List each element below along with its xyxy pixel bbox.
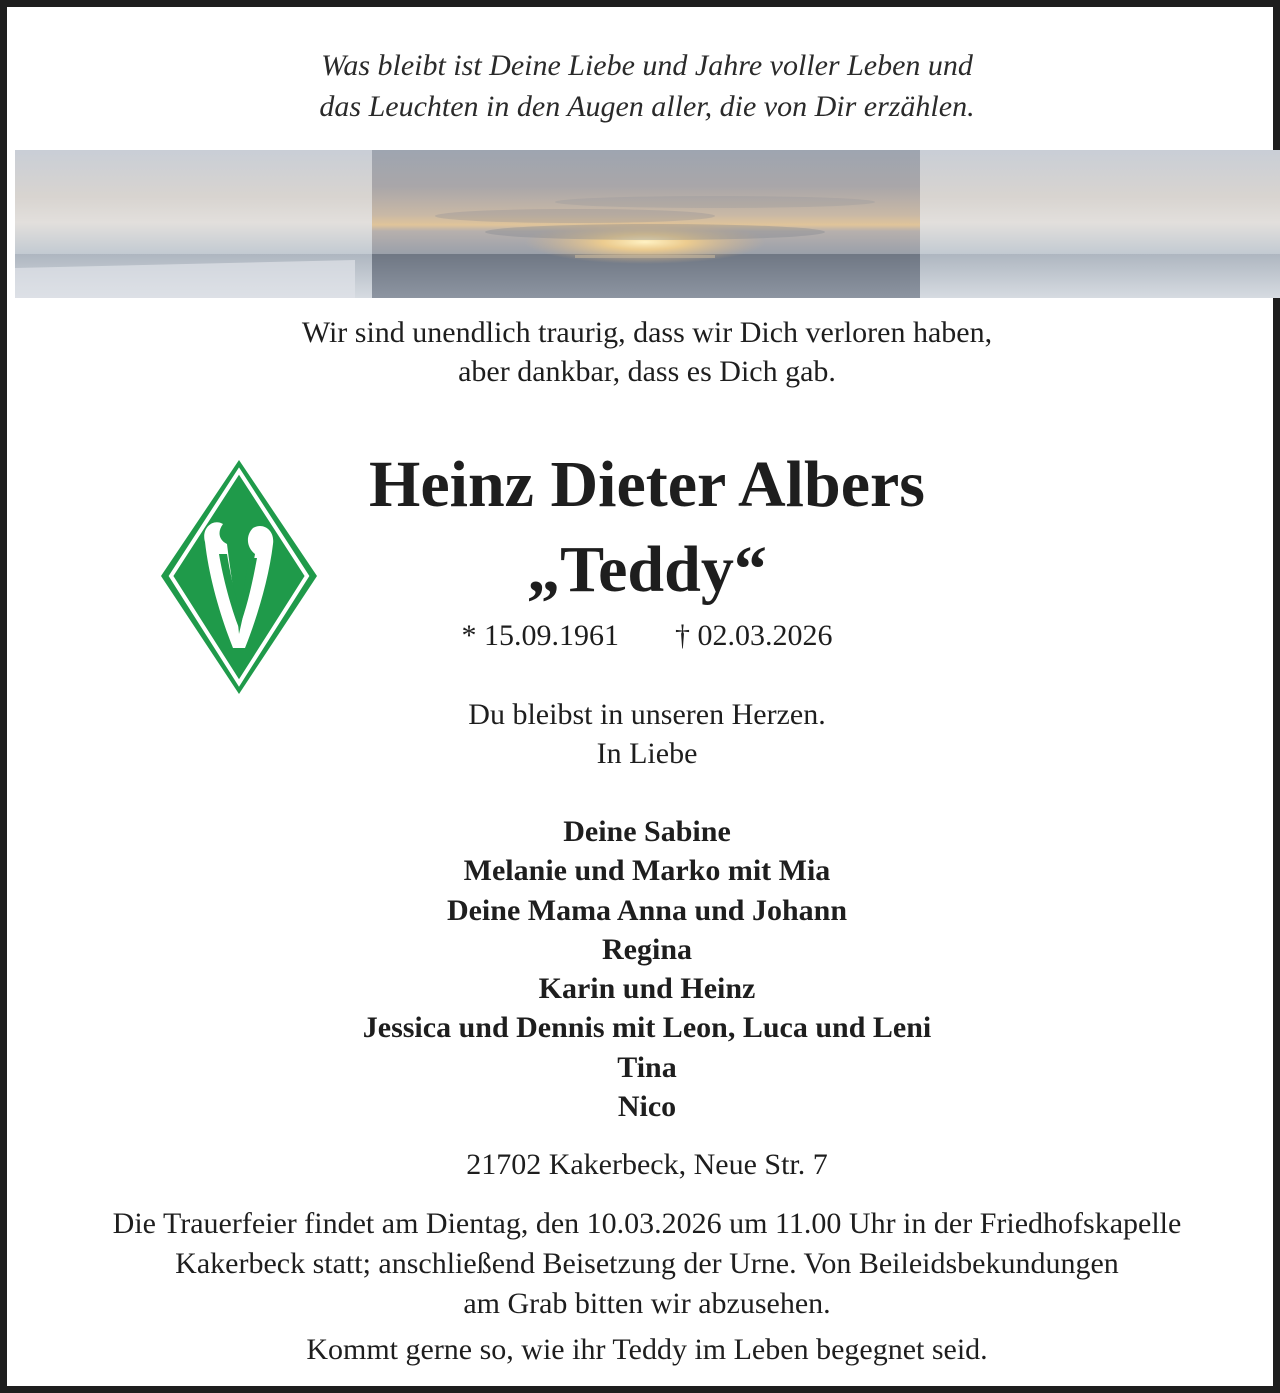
motto-line-2: das Leuchten in den Augen aller, die von Dir erzählen. bbox=[319, 90, 975, 123]
list-item: Karin und Heinz bbox=[538, 972, 756, 1006]
motto-line-1: Was bleibt ist Deine Liebe und Jahre voller Leben und bbox=[321, 49, 973, 82]
funeral-line-2: Kakerbeck statt; anschließend Beisetzung der Urne. Von Beileidsbekundungen bbox=[175, 1247, 1119, 1280]
mourners-list bbox=[7, 812, 1280, 1126]
funeral-line-3: am Grab bitten wir abzusehen. bbox=[463, 1287, 831, 1320]
farewell-line-2: In Liebe bbox=[596, 737, 698, 770]
life-dates bbox=[7, 616, 1280, 656]
list-item: Nico bbox=[617, 1090, 677, 1124]
birth-date: * 15.09.1961 bbox=[461, 619, 619, 652]
funeral-line-1: Die Trauerfeier findet am Dientag, den 10.03.2026 um 11.00 Uhr in der Friedhofskapelle bbox=[112, 1207, 1182, 1240]
list-item: Melanie und Marko mit Mia bbox=[463, 854, 831, 888]
motto-quote bbox=[7, 45, 1280, 127]
funeral-notice bbox=[7, 1204, 1280, 1324]
intro-text bbox=[7, 313, 1280, 391]
intro-line-1: Wir sind unendlich traurig, dass wir Dich verloren haben, bbox=[301, 316, 993, 349]
closing-line: Kommt gerne so, wie ihr Teddy im Leben begegnet seid. bbox=[306, 1333, 988, 1366]
death-date: † 02.03.2026 bbox=[675, 619, 833, 652]
sunset-sea-banner bbox=[15, 150, 1280, 298]
farewell-line-1: Du bleibst in unseren Herzen. bbox=[468, 698, 826, 731]
list-item: Deine Mama Anna und Johann bbox=[446, 893, 848, 927]
list-item: Jessica und Dennis mit Leon, Luca und Leni bbox=[362, 1011, 932, 1045]
deceased-name: Heinz Dieter Albers bbox=[369, 448, 925, 521]
farewell-text bbox=[7, 695, 1280, 773]
list-item: Tina bbox=[617, 1050, 677, 1084]
list-item: Regina bbox=[602, 932, 692, 966]
family-address: 21702 Kakerbeck, Neue Str. 7 bbox=[466, 1148, 828, 1181]
list-item: Deine Sabine bbox=[563, 815, 731, 848]
deceased-nickname: „Teddy“ bbox=[527, 533, 767, 606]
intro-line-2: aber dankbar, dass es Dich gab. bbox=[458, 355, 836, 388]
